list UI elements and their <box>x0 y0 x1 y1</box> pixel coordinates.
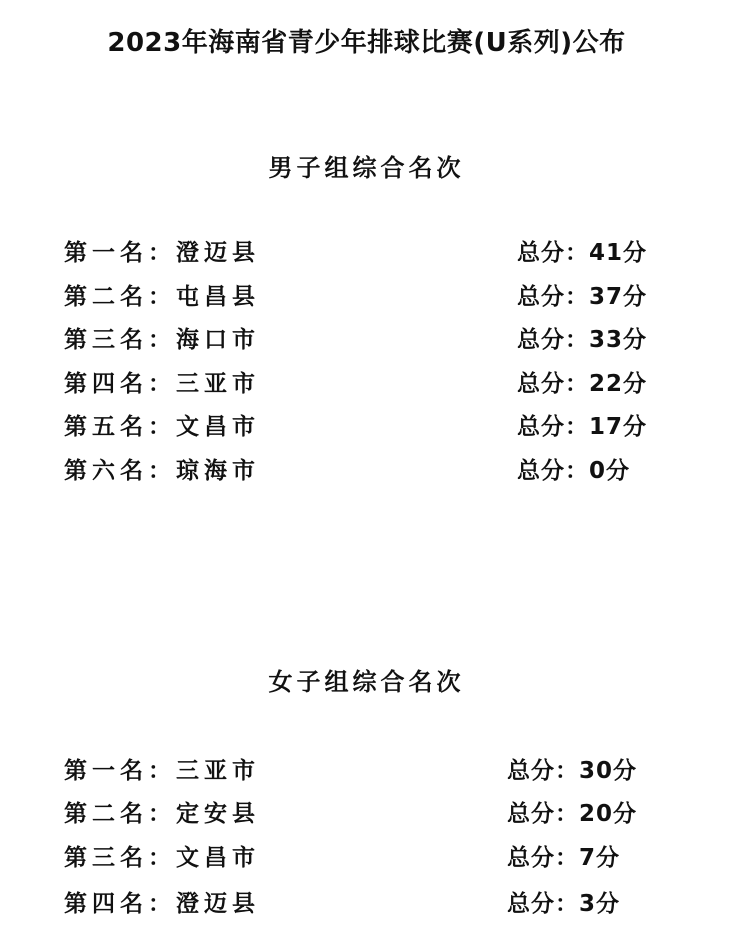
ranking-label: 第二名：定安县 <box>64 801 260 827</box>
ranking-label: 第一名：澄迈县 <box>64 240 260 266</box>
male-ranking-row <box>64 323 664 357</box>
total-score: 总分：7分 <box>507 845 621 871</box>
male-section-heading: 男子组综合名次 <box>268 154 465 182</box>
ranking-label: 第三名：文昌市 <box>64 845 260 871</box>
total-score: 总分：20分 <box>507 801 638 827</box>
ranking-label: 第四名：澄迈县 <box>64 891 260 917</box>
ranking-label: 第六名：琼海市 <box>64 458 260 484</box>
female-section-heading: 女子组综合名次 <box>268 668 465 696</box>
ranking-label: 第一名：三亚市 <box>64 758 260 784</box>
male-ranking-row <box>64 280 664 314</box>
total-score: 总分：17分 <box>517 414 648 440</box>
total-score: 总分：3分 <box>507 891 621 917</box>
ranking-label: 第四名：三亚市 <box>64 371 260 397</box>
total-score: 总分：41分 <box>517 240 648 266</box>
ranking-label: 第二名：屯昌县 <box>64 284 260 310</box>
male-ranking-row <box>64 410 664 444</box>
total-score: 总分：33分 <box>517 327 648 353</box>
ranking-label: 第三名：海口市 <box>64 327 260 353</box>
female-ranking-row <box>64 841 664 875</box>
ranking-label: 第五名：文昌市 <box>64 414 260 440</box>
total-score: 总分：37分 <box>517 284 648 310</box>
male-ranking-row <box>64 367 664 401</box>
total-score: 总分：22分 <box>517 371 648 397</box>
female-ranking-row <box>64 887 664 921</box>
total-score: 总分：0分 <box>517 458 631 484</box>
page-title: 2023年海南省青少年排球比赛(U系列)公布 <box>107 28 626 58</box>
female-ranking-row <box>64 754 664 788</box>
male-ranking-row <box>64 236 664 270</box>
female-ranking-row <box>64 797 664 831</box>
total-score: 总分：30分 <box>507 758 638 784</box>
male-ranking-row <box>64 454 664 488</box>
